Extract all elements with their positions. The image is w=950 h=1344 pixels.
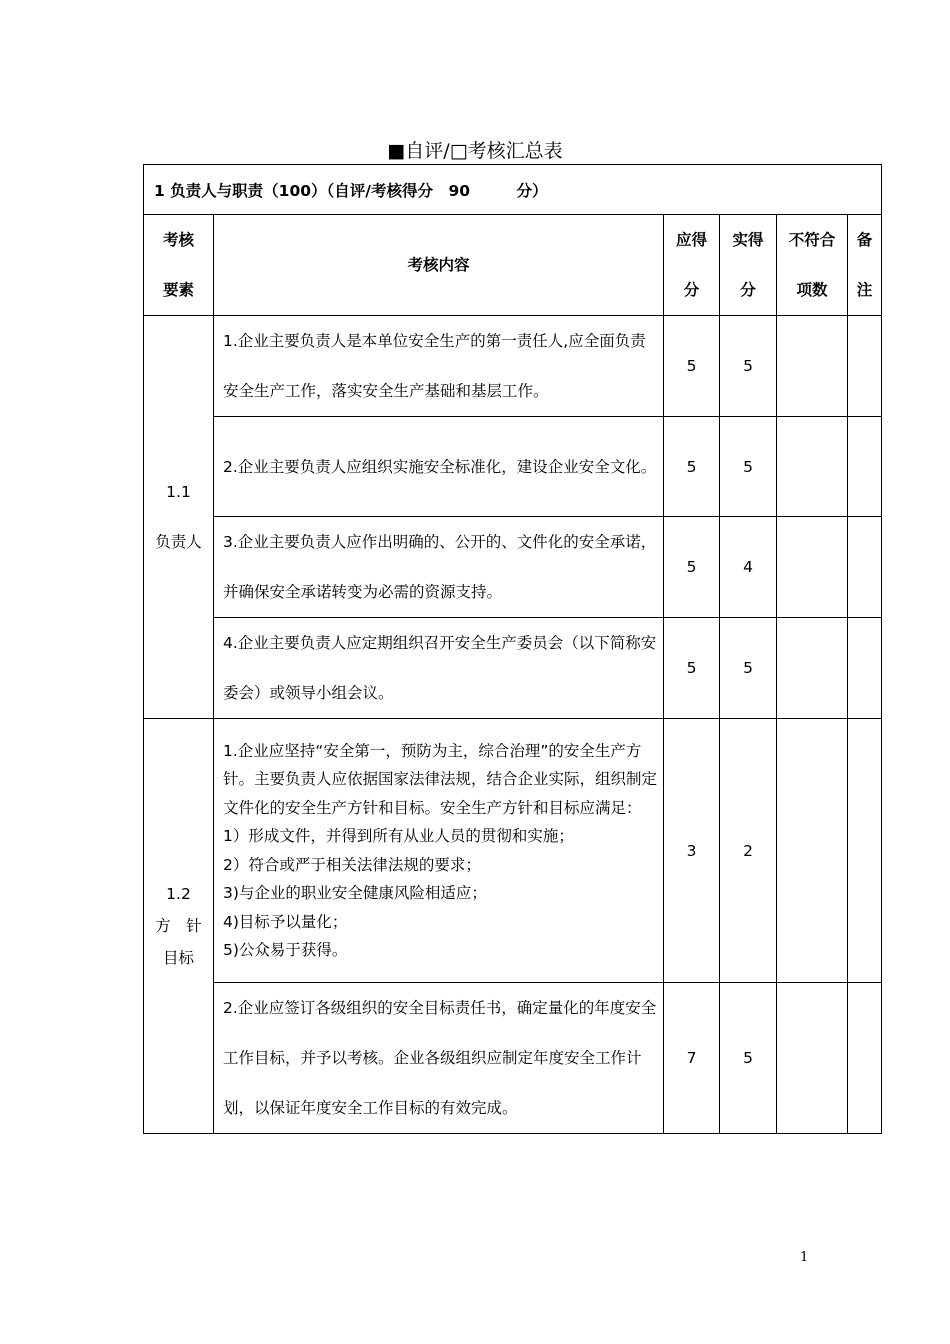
content-item: 1）形成文件，并得到所有从业人员的贯彻和实施； xyxy=(223,827,574,845)
noncompliant-count xyxy=(777,316,848,417)
content-item: 3)与企业的职业安全健康风险相适应； xyxy=(223,884,487,902)
actual-score: 5 xyxy=(720,983,777,1134)
noncompliant-count xyxy=(777,517,848,618)
table-row xyxy=(144,719,882,983)
due-score: 5 xyxy=(664,316,720,417)
col-header-due: 应得 分 xyxy=(664,215,720,316)
col-header-element: 考核 要素 xyxy=(144,215,214,316)
remarks-cell xyxy=(848,983,882,1134)
element-cell: 1.1 负责人 xyxy=(144,316,214,719)
content-cell xyxy=(214,719,664,983)
actual-score: 5 xyxy=(720,316,777,417)
content-item: 5)公众易于获得。 xyxy=(223,941,348,959)
actual-score: 5 xyxy=(720,618,777,719)
due-score: 5 xyxy=(664,618,720,719)
due-score: 7 xyxy=(664,983,720,1134)
noncompliant-count xyxy=(777,719,848,983)
form-title: ■自评/□考核汇总表 xyxy=(387,140,563,162)
noncompliant-count xyxy=(777,983,848,1134)
assessment-table xyxy=(143,164,882,1134)
content-item: 4)目标予以量化； xyxy=(223,912,348,931)
table-row xyxy=(144,417,882,517)
content-cell: 1.企业主要负责人是本单位安全生产的第一责任人,应全面负责安全生产工作，落实安全生产基础和基层工作。 xyxy=(214,316,664,417)
section-header-row xyxy=(144,165,882,215)
element-cell: 1.2 方 针 目标 xyxy=(144,719,214,1134)
actual-score: 5 xyxy=(720,417,777,517)
table-row xyxy=(144,618,882,719)
noncompliant-count xyxy=(777,417,848,517)
content-cell: 4.企业主要负责人应定期组织召开安全生产委员会（以下简称安委会）或领导小组会议。 xyxy=(214,618,664,719)
section-header: 1 负责人与职责（100）（自评/考核得分 90 分） xyxy=(144,165,882,215)
remarks-cell xyxy=(848,417,882,517)
remarks-cell xyxy=(848,517,882,618)
table-row xyxy=(144,983,882,1134)
remarks-cell xyxy=(848,719,882,983)
actual-score: 4 xyxy=(720,517,777,618)
noncompliant-count xyxy=(777,618,848,719)
col-header-remarks: 备 注 xyxy=(848,215,882,316)
due-score: 3 xyxy=(664,719,720,983)
content-cell: 3.企业主要负责人应作出明确的、公开的、文件化的安全承诺，并确保安全承诺转变为必需的资源支持。 xyxy=(214,517,664,618)
remarks-cell xyxy=(848,316,882,417)
col-header-actual: 实得 分 xyxy=(720,215,777,316)
due-score: 5 xyxy=(664,517,720,618)
column-header-row xyxy=(144,215,882,316)
content-item: 2）符合或严于相关法律法规的要求； xyxy=(223,855,481,874)
content-paragraph: 1.企业应坚持“安全第一，预防为主，综合治理”的安全生产方针。主要负责人应依据国家法律法规，结合企业实际，组织制定文件化的安全生产方针和目标。安全生产方针和目标应满足： xyxy=(223,741,658,817)
table-row xyxy=(144,517,882,618)
actual-score: 2 xyxy=(720,719,777,983)
content-cell: 2.企业应签订各级组织的安全目标责任书，确定量化的年度安全工作目标，并予以考核。企业各级组织应制定年度安全工作计划，以保证年度安全工作目标的有效完成。 xyxy=(214,983,664,1134)
due-score: 5 xyxy=(664,417,720,517)
col-header-noncompliant: 不符合 项数 xyxy=(777,215,848,316)
table-row xyxy=(144,316,882,417)
remarks-cell xyxy=(848,618,882,719)
col-header-content: 考核内容 xyxy=(214,215,664,316)
content-cell: 2.企业主要负责人应组织实施安全标准化，建设企业安全文化。 xyxy=(214,417,664,517)
page-number: 1 xyxy=(800,1250,809,1265)
